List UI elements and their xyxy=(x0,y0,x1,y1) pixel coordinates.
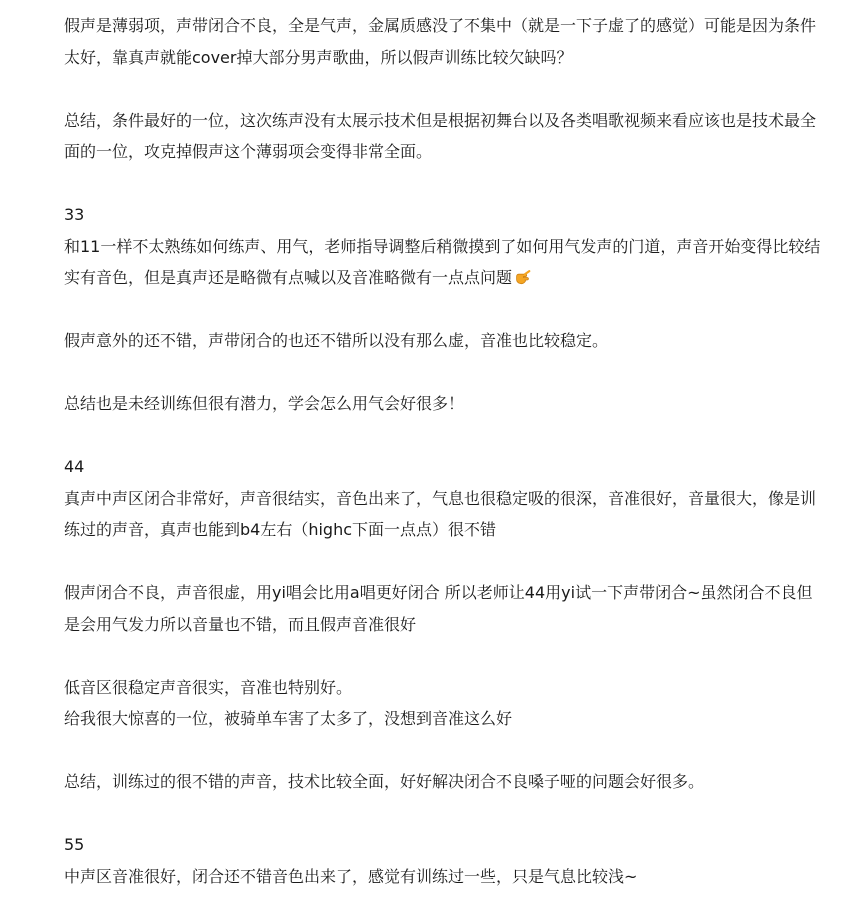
paragraph-33-chest-voice-text: 和11一样不太熟练如何练声、用气，老师指导调整后稍微摸到了如何用气发声的门道，声音开始变得比较结实有音色，但是真声还是略微有点喊以及音准略微有一点点问题 xyxy=(64,236,821,287)
paragraph-44-chest-voice: 真声中声区闭合非常好，声音很结实，音色出来了，气息也很稳定吸的很深，音准很好，音量很大，像是训练过的声音，真声也能到b4左右（highc下面一点点）很不错 xyxy=(64,488,817,539)
paragraph-44-falsetto: 假声闭合不良，声音很虚，用yi唱会比用a唱更好闭合 所以老师让44用yi试一下声带闭合~虽然闭合不良但是会用气发力所以音量也不错，而且假声音准很好 xyxy=(64,583,813,634)
paragraph-44-summary: 总结，训练过的很不错的声音，技术比较全面，好好解决闭合不良嗓子哑的问题会好很多。 xyxy=(64,772,705,791)
paragraph-falsetto-weakness: 假声是薄弱项，声带闭合不良，全是气声，金属质感没了不集中（就是一下子虚了的感觉）可能是因为条件太好，靠真声就能cover掉大部分男声歌曲，所以假声训练比较欠缺吗？ xyxy=(64,16,817,67)
article-body xyxy=(64,10,824,892)
contestant-number-33: 33 xyxy=(64,205,85,224)
paragraph-55-mid-range: 中声区音准很好，闭合还不错音色出来了，感觉有训练过一些，只是气息比较浅~ xyxy=(64,866,638,886)
contestant-number-44: 44 xyxy=(64,457,85,476)
paragraph-44-surprise: 给我很大惊喜的一位，被骑单车害了太多了，没想到音准这么好 xyxy=(64,709,513,728)
paragraph-44-low-range: 低音区很稳定声音很实，音准也特别好。 xyxy=(64,677,353,697)
paragraph-summary-best-condition: 总结，条件最好的一位，这次练声没有太展示技术但是根据初舞台以及各类唱歌视频来看应该也是技术最全面的一位，攻克掉假声这个薄弱项会变得非常全面。 xyxy=(64,110,817,161)
paragraph-33-falsetto: 假声意外的还不错，声带闭合的也还不错所以没有那么虚，音准也比较稳定。 xyxy=(64,331,609,350)
paragraph-33-summary: 总结也是未经训练但很有潜力，学会怎么用气会好很多！ xyxy=(64,394,465,413)
hand-pointing-icon xyxy=(514,269,531,286)
contestant-number-55: 55 xyxy=(64,835,85,854)
paragraph-33-chest-voice xyxy=(64,231,824,294)
